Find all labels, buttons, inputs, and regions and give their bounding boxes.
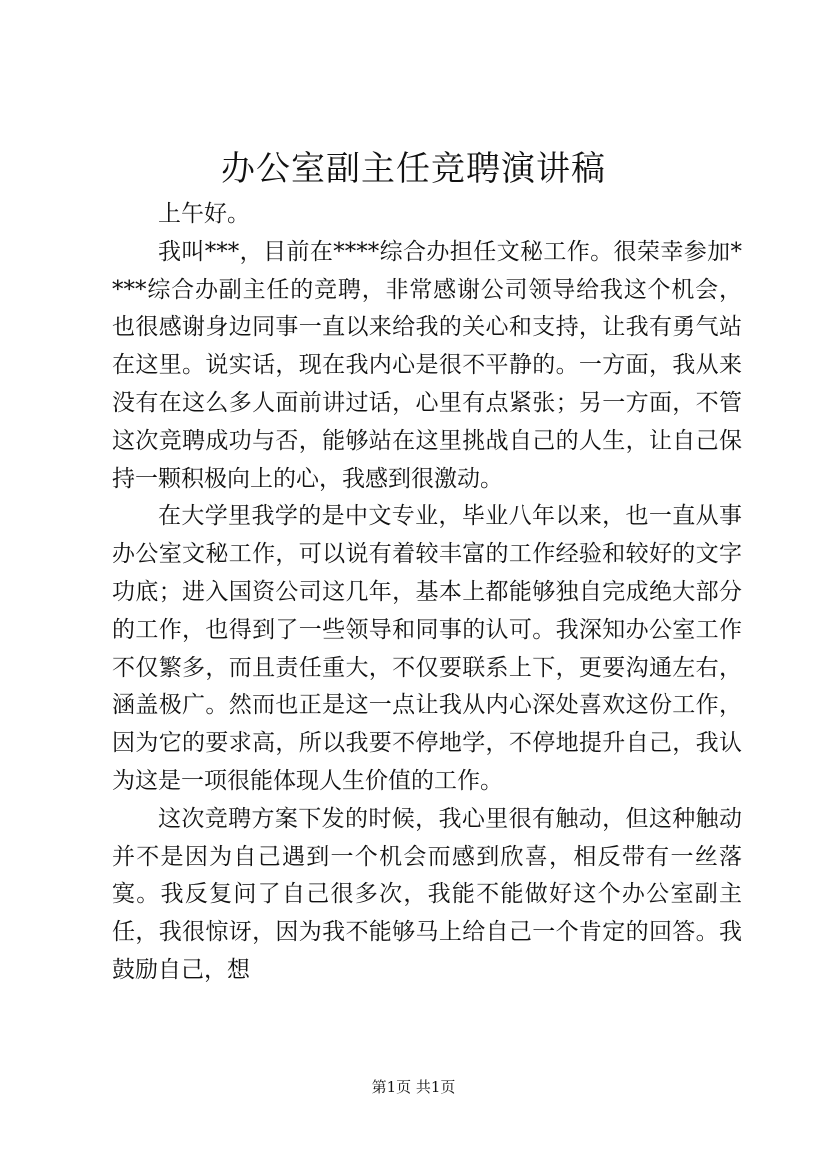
document-title: 办公室副主任竞聘演讲稿: [221, 149, 606, 189]
paragraph-reflection: 这次竞聘方案下发的时候，我心里很有触动，但这种触动并不是因为自己遇到一个机会而感到欣喜，相反带有一丝落寞。我反复问了自己很多次，我能不能做好这个办公室副主任，我很惊讶，因为我不能够马上给自己一个肯定的回答。我鼓励自己，想: [112, 805, 742, 983]
paragraph-greeting: 上午好。: [158, 201, 250, 227]
paragraph-introduction: 我叫***，目前在****综合办担任文秘工作。很荣幸参加****综合办副主任的竞聘，非常感谢公司领导给我这个机会，也很感谢身边同事一直以来给我的关心和支持，让我有勇气站在这里。说实话，现在我内心是很不平静的。一方面，我从来没有在这么多人面前讲过话，心里有点紧张；另一方面，不管这次竞聘成功与否，能够站在这里挑战自己的人生，让自己保持一颗积极向上的心，我感到很激动。: [112, 238, 742, 492]
paragraph-background: 在大学里我学的是中文专业，毕业八年以来，也一直从事办公室文秘工作，可以说有着较丰富的工作经验和较好的文字功底；进入国资公司这几年，基本上都能够独自完成绝大部分的工作，也得到了一些领导和同事的认可。我深知办公室工作不仅繁多，而且责任重大，不仅要联系上下，更要沟通左右，涵盖极广。然而也正是这一点让我从内心深处喜欢这份工作，因为它的要求高，所以我要不停地学，不停地提升自己，我认为这是一项很能体现人生价值的工作。: [112, 503, 742, 794]
page-footer: 第1页 共1页: [371, 1078, 456, 1096]
document-body: [112, 196, 742, 990]
